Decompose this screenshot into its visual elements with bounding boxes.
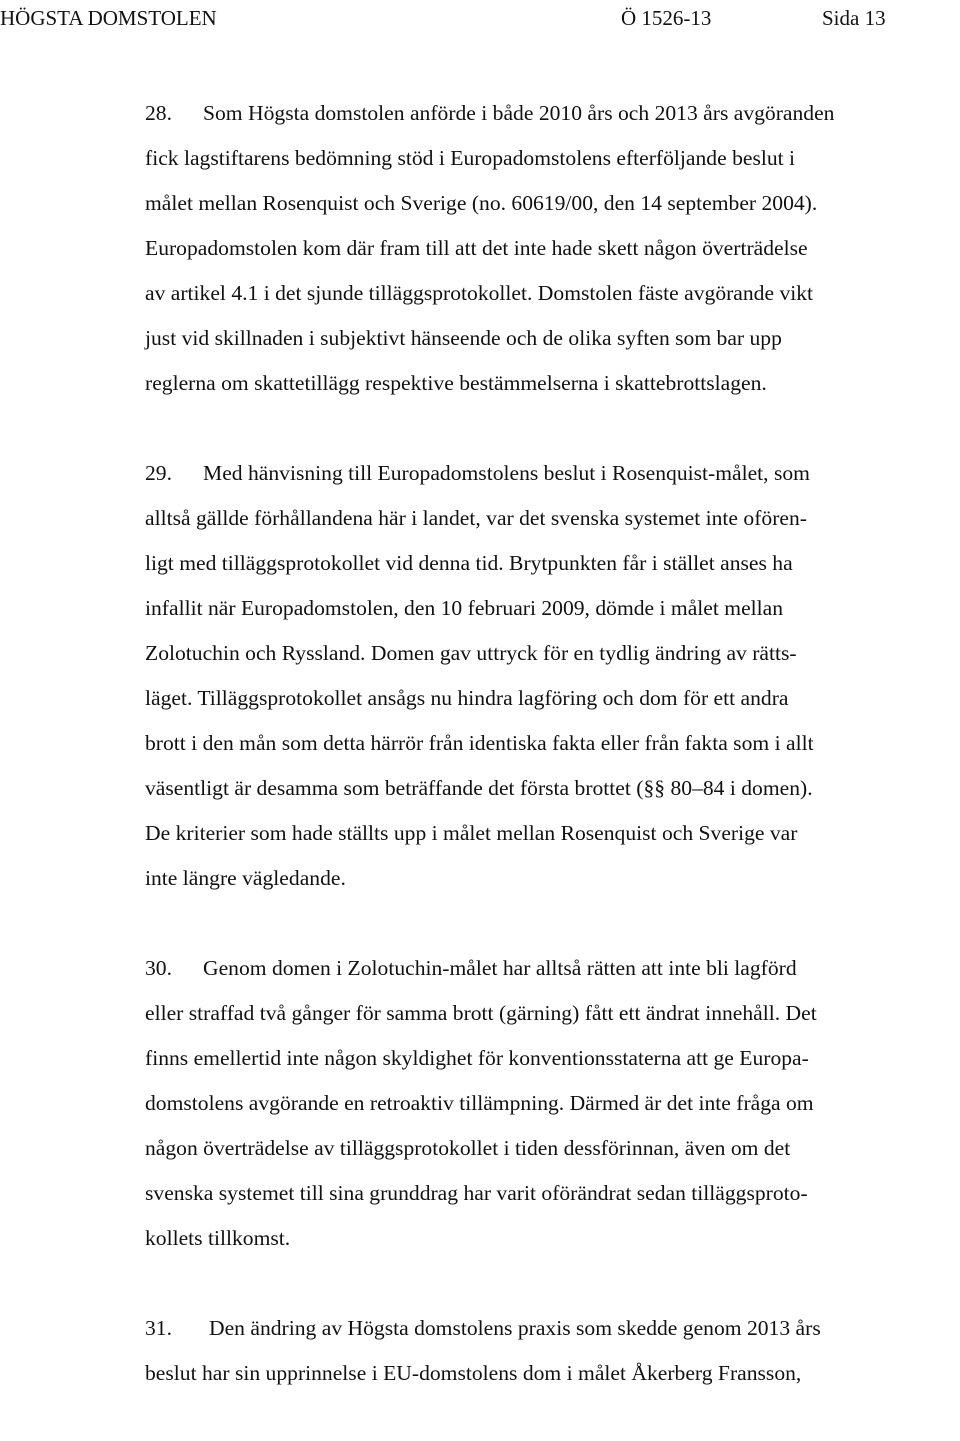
paragraph-line: någon överträdelse av tilläggsprotokollet i tiden dessförinnan, även om det (145, 1136, 791, 1160)
paragraph-line: Med hänvisning till Europadomstolens beslut i Rosenquist-målet, som (203, 461, 810, 485)
page-header (0, 3, 960, 33)
paragraph-line: reglerna om skattetillägg respektive bestämmelserna i skattebrottslagen. (145, 371, 767, 395)
paragraph-line: Den ändring av Högsta domstolens praxis som skedde genom 2013 års (209, 1316, 821, 1340)
paragraph-line: inte längre vägledande. (145, 866, 346, 890)
paragraph-line: Genom domen i Zolotuchin-målet har alltså rätten att inte bli lagförd (203, 956, 797, 980)
paragraph-line: eller straffad två gånger för samma brott (gärning) fått ett ändrat innehåll. Det (145, 1001, 817, 1025)
paragraph-line: De kriterier som hade ställts upp i målet mellan Rosenquist och Sverige var (145, 821, 798, 845)
paragraph-line: av artikel 4.1 i det sjunde tilläggsprotokollet. Domstolen fäste avgörande vikt (145, 281, 814, 305)
paragraph-first-line (145, 946, 945, 991)
paragraph-line: svenska systemet till sina grunddrag har varit oförändrat sedan tilläggsproto- (145, 1181, 808, 1205)
paragraph-line: infallit när Europadomstolen, den 10 februari 2009, dömde i målet mellan (145, 596, 784, 620)
case-number: Ö 1526-13 (621, 6, 712, 30)
paragraph-line: alltså gällde förhållandena här i landet, var det svenska systemet inte ofören- (145, 506, 807, 530)
paragraph-line: målet mellan Rosenquist och Sverige (no. 60619/00, den 14 september 2004). (145, 191, 818, 215)
document-body (145, 91, 945, 1441)
paragraph-31 (145, 1306, 945, 1396)
paragraph-line: brott i den mån som detta härrör från identiska fakta eller från fakta som i allt (145, 731, 814, 755)
paragraph-number: 30. (145, 956, 172, 980)
paragraph-line: just vid skillnaden i subjektivt hänseende och de olika syften som bar upp (145, 326, 782, 350)
paragraph-29 (145, 451, 945, 901)
paragraph-line: Zolotuchin och Ryssland. Domen gav uttryck för en tydlig ändring av rätts- (145, 641, 797, 665)
paragraph-line: finns emellertid inte någon skyldighet för konventionsstaterna att ge Europa- (145, 1046, 809, 1070)
paragraph-number: 29. (145, 461, 172, 485)
paragraph-line: Som Högsta domstolen anförde i både 2010 års och 2013 års avgöranden (203, 101, 835, 125)
paragraph-line: väsentligt är desamma som beträffande det första brottet (§§ 80–84 i domen). (145, 776, 813, 800)
paragraph-line: Europadomstolen kom där fram till att det inte hade skett någon överträdelse (145, 236, 808, 260)
paragraph-line: kollets tillkomst. (145, 1226, 291, 1250)
court-name: HÖGSTA DOMSTOLEN (0, 6, 217, 30)
paragraph-line: ligt med tilläggsprotokollet vid denna tid. Brytpunkten får i stället anses ha (145, 551, 793, 575)
paragraph-30 (145, 946, 945, 1261)
paragraph-line: domstolens avgörande en retroaktiv tillämpning. Därmed är det inte fråga om (145, 1091, 814, 1115)
paragraph-line: fick lagstiftarens bedömning stöd i Europadomstolens efterföljande beslut i (145, 146, 796, 170)
paragraph-number: 28. (145, 101, 172, 125)
paragraph-28 (145, 91, 945, 406)
paragraph-first-line (145, 1306, 945, 1351)
paragraph-first-line (145, 91, 945, 136)
paragraph-line: läget. Tilläggsprotokollet ansågs nu hindra lagföring och dom för ett andra (145, 686, 789, 710)
paragraph-first-line (145, 451, 945, 496)
page-number: Sida 13 (822, 6, 886, 30)
paragraph-line: beslut har sin upprinnelse i EU-domstolens dom i målet Åkerberg Fransson, (145, 1361, 802, 1385)
paragraph-number: 31. (145, 1316, 172, 1340)
